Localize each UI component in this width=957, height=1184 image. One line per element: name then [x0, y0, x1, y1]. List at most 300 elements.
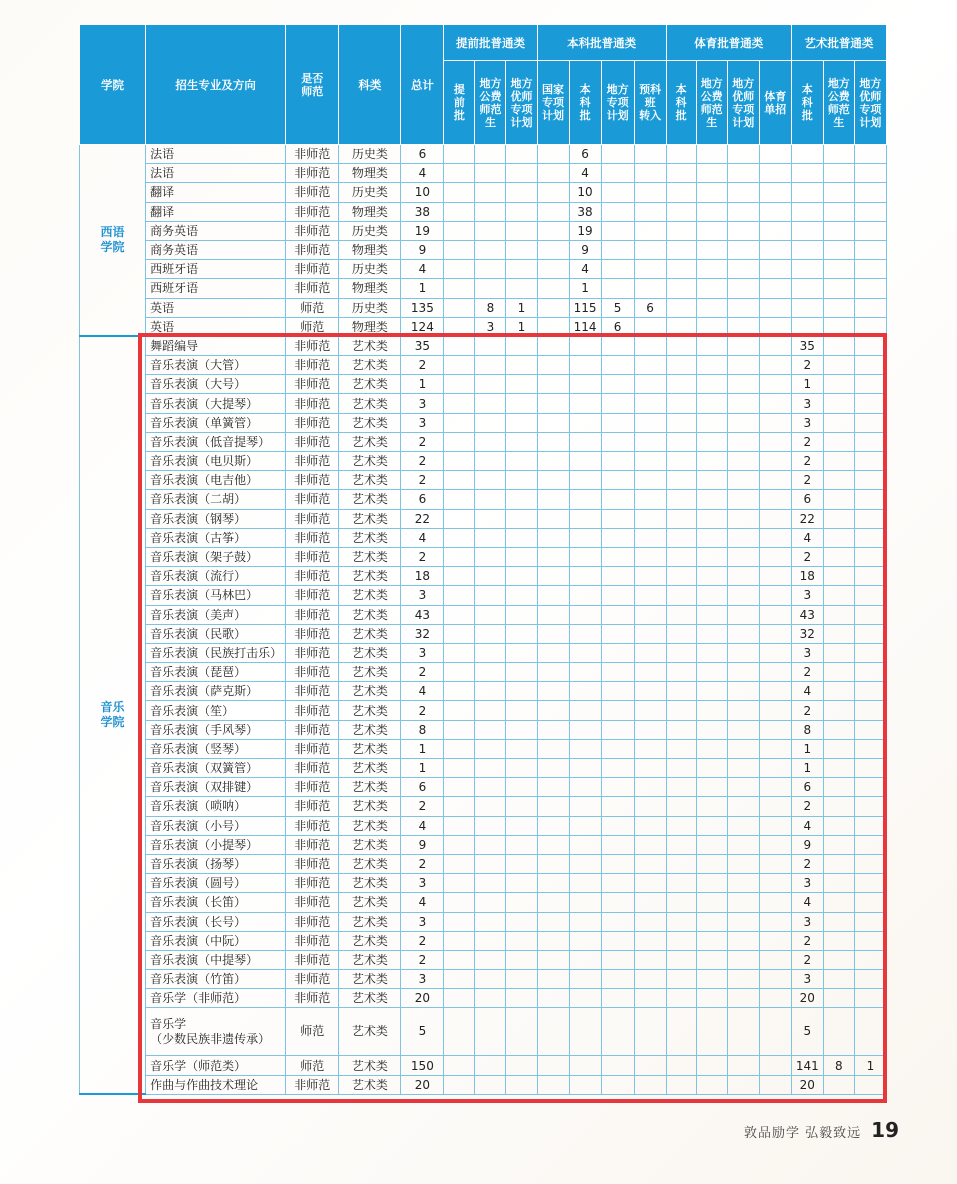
table-row	[80, 1008, 887, 1056]
quota-cell	[475, 854, 506, 873]
header-category: 科类	[339, 25, 401, 145]
quota-cell	[727, 471, 759, 490]
page-number: 19	[871, 1118, 899, 1142]
quota-cell	[696, 490, 727, 509]
quota-cell	[696, 317, 727, 336]
quota-cell	[854, 778, 886, 797]
quota-cell	[506, 279, 537, 298]
table-body	[80, 145, 887, 1095]
table-row	[80, 471, 887, 490]
quota-cell	[569, 950, 601, 969]
quota-cell	[601, 643, 634, 662]
quota-cell	[444, 874, 475, 893]
quota-cell	[727, 931, 759, 950]
major-cell: 音乐表演（二胡）	[146, 490, 286, 509]
major-cell: 音乐表演（单簧管）	[146, 413, 286, 432]
quota-cell	[823, 240, 854, 259]
category-cell: 艺术类	[339, 432, 401, 451]
quota-cell	[506, 375, 537, 394]
quota-cell	[475, 356, 506, 375]
quota-cell	[569, 893, 601, 912]
major-cell: 音乐表演（小号）	[146, 816, 286, 835]
table-row	[80, 356, 887, 375]
quota-cell	[727, 854, 759, 873]
quota-cell	[696, 970, 727, 989]
quota-cell	[634, 1075, 666, 1094]
quota-cell	[823, 279, 854, 298]
major-cell: 音乐表演（长笛）	[146, 893, 286, 912]
quota-cell	[854, 145, 886, 164]
category-cell: 艺术类	[339, 605, 401, 624]
quota-cell	[634, 356, 666, 375]
quota-cell	[569, 528, 601, 547]
quota-cell	[759, 739, 791, 758]
quota-cell	[727, 240, 759, 259]
header-sub-5: 地方 专项 计划	[601, 61, 634, 145]
category-cell: 艺术类	[339, 720, 401, 739]
quota-cell	[475, 586, 506, 605]
quota-cell	[696, 931, 727, 950]
normal-cell: 非师范	[286, 490, 339, 509]
quota-cell	[569, 682, 601, 701]
quota-cell	[854, 739, 886, 758]
quota-cell: 2	[791, 663, 823, 682]
quota-cell	[727, 183, 759, 202]
quota-cell	[506, 624, 537, 643]
quota-cell	[727, 509, 759, 528]
normal-cell: 非师范	[286, 260, 339, 279]
quota-cell	[634, 547, 666, 566]
quota-cell	[444, 240, 475, 259]
quota-cell	[537, 471, 569, 490]
quota-cell	[727, 1056, 759, 1075]
quota-cell	[569, 663, 601, 682]
major-cell: 音乐表演（流行）	[146, 567, 286, 586]
table-row	[80, 816, 887, 835]
quota-cell	[444, 624, 475, 643]
category-cell: 物理类	[339, 279, 401, 298]
quota-cell	[601, 1075, 634, 1094]
quota-cell	[696, 701, 727, 720]
category-cell: 艺术类	[339, 950, 401, 969]
quota-cell	[823, 567, 854, 586]
quota-cell	[634, 375, 666, 394]
quota-cell	[537, 893, 569, 912]
quota-cell	[444, 759, 475, 778]
quota-cell	[569, 854, 601, 873]
quota-cell	[727, 221, 759, 240]
quota-cell	[444, 643, 475, 662]
table-row	[80, 375, 887, 394]
quota-cell	[854, 375, 886, 394]
quota-cell	[475, 893, 506, 912]
quota-cell	[601, 279, 634, 298]
quota-cell	[666, 854, 696, 873]
table-row	[80, 950, 887, 969]
quota-cell	[666, 202, 696, 221]
quota-cell	[444, 797, 475, 816]
quota-cell	[569, 490, 601, 509]
quota-cell	[601, 835, 634, 854]
category-cell: 艺术类	[339, 759, 401, 778]
quota-cell	[601, 759, 634, 778]
quota-cell	[666, 336, 696, 355]
category-cell: 艺术类	[339, 1008, 401, 1056]
quota-cell	[506, 586, 537, 605]
quota-cell	[666, 624, 696, 643]
quota-cell	[666, 279, 696, 298]
quota-cell	[475, 279, 506, 298]
quota-cell	[475, 970, 506, 989]
quota-cell	[759, 720, 791, 739]
quota-cell	[601, 240, 634, 259]
total-cell: 22	[401, 509, 444, 528]
quota-cell	[634, 164, 666, 183]
quota-cell	[444, 471, 475, 490]
normal-cell: 师范	[286, 317, 339, 336]
quota-cell	[854, 605, 886, 624]
quota-cell: 22	[791, 509, 823, 528]
header-sub-6: 预科 班 转入	[634, 61, 666, 145]
quota-cell	[634, 759, 666, 778]
table-row	[80, 1075, 887, 1094]
table-row	[80, 854, 887, 873]
quota-cell	[444, 989, 475, 1008]
quota-cell: 3	[791, 643, 823, 662]
total-cell: 4	[401, 893, 444, 912]
quota-cell	[666, 260, 696, 279]
quota-cell	[727, 336, 759, 355]
quota-cell: 5	[601, 298, 634, 317]
major-cell: 音乐学 （少数民族非遗传承）	[146, 1008, 286, 1056]
quota-cell	[666, 1008, 696, 1056]
total-cell: 4	[401, 260, 444, 279]
quota-cell	[444, 490, 475, 509]
total-cell: 2	[401, 432, 444, 451]
quota-cell	[727, 528, 759, 547]
major-cell: 音乐表演（电贝斯）	[146, 452, 286, 471]
quota-cell	[759, 432, 791, 451]
major-cell: 法语	[146, 145, 286, 164]
category-cell: 艺术类	[339, 682, 401, 701]
quota-cell	[727, 778, 759, 797]
quota-cell	[506, 183, 537, 202]
college-name: 西语 学院	[80, 145, 146, 337]
quota-cell	[727, 260, 759, 279]
quota-cell	[696, 567, 727, 586]
quota-cell	[537, 663, 569, 682]
quota-cell	[601, 1008, 634, 1056]
quota-cell	[727, 893, 759, 912]
quota-cell	[506, 950, 537, 969]
quota-cell	[537, 1075, 569, 1094]
quota-cell: 2	[791, 950, 823, 969]
quota-cell	[537, 202, 569, 221]
normal-cell: 非师范	[286, 221, 339, 240]
quota-cell	[823, 452, 854, 471]
quota-cell	[854, 298, 886, 317]
quota-cell	[666, 970, 696, 989]
normal-cell: 非师范	[286, 816, 339, 835]
quota-cell	[506, 739, 537, 758]
major-cell: 音乐表演（美声）	[146, 605, 286, 624]
quota-cell	[823, 317, 854, 336]
quota-cell: 4	[791, 893, 823, 912]
quota-cell	[569, 1075, 601, 1094]
quota-cell: 4	[791, 816, 823, 835]
quota-cell	[666, 931, 696, 950]
quota-cell	[444, 701, 475, 720]
quota-cell	[601, 528, 634, 547]
total-cell: 3	[401, 413, 444, 432]
normal-cell: 非师范	[286, 452, 339, 471]
quota-cell: 4	[791, 682, 823, 701]
quota-cell	[696, 854, 727, 873]
quota-cell	[475, 720, 506, 739]
quota-cell	[666, 240, 696, 259]
category-cell: 艺术类	[339, 874, 401, 893]
table-row	[80, 240, 887, 259]
category-cell: 艺术类	[339, 778, 401, 797]
table-row	[80, 202, 887, 221]
quota-cell	[601, 950, 634, 969]
quota-cell	[727, 567, 759, 586]
quota-cell	[444, 452, 475, 471]
quota-cell	[666, 1056, 696, 1075]
quota-cell	[444, 183, 475, 202]
total-cell: 4	[401, 164, 444, 183]
quota-cell	[823, 471, 854, 490]
quota-cell	[601, 471, 634, 490]
quota-cell	[537, 989, 569, 1008]
quota-cell: 1	[854, 1056, 886, 1075]
quota-cell	[634, 471, 666, 490]
major-cell: 音乐表演（扬琴）	[146, 854, 286, 873]
quota-cell	[634, 452, 666, 471]
quota-cell	[727, 797, 759, 816]
table-row	[80, 720, 887, 739]
quota-cell	[823, 260, 854, 279]
total-cell: 1	[401, 375, 444, 394]
quota-cell	[666, 663, 696, 682]
quota-cell	[696, 874, 727, 893]
normal-cell: 非师范	[286, 240, 339, 259]
table-row	[80, 835, 887, 854]
quota-cell: 20	[791, 989, 823, 1008]
quota-cell	[666, 183, 696, 202]
quota-cell	[854, 528, 886, 547]
quota-cell	[696, 720, 727, 739]
quota-cell	[537, 912, 569, 931]
total-cell: 2	[401, 356, 444, 375]
quota-cell	[634, 509, 666, 528]
quota-cell	[666, 874, 696, 893]
quota-cell	[727, 605, 759, 624]
quota-cell	[727, 490, 759, 509]
quota-cell	[601, 567, 634, 586]
quota-cell	[506, 1075, 537, 1094]
quota-cell	[666, 950, 696, 969]
quota-cell	[666, 893, 696, 912]
quota-cell	[444, 567, 475, 586]
table-row	[80, 394, 887, 413]
category-cell: 艺术类	[339, 336, 401, 355]
table-row	[80, 701, 887, 720]
quota-cell	[759, 317, 791, 336]
quota-cell	[727, 663, 759, 682]
quota-cell	[601, 413, 634, 432]
quota-cell	[666, 164, 696, 183]
normal-cell: 非师范	[286, 164, 339, 183]
quota-cell	[506, 912, 537, 931]
table-row	[80, 317, 887, 336]
quota-cell	[634, 739, 666, 758]
major-cell: 音乐表演（民歌）	[146, 624, 286, 643]
quota-cell	[475, 567, 506, 586]
table-row	[80, 970, 887, 989]
quota-cell	[823, 624, 854, 643]
total-cell: 5	[401, 1008, 444, 1056]
total-cell: 9	[401, 240, 444, 259]
quota-cell	[634, 567, 666, 586]
quota-cell	[854, 336, 886, 355]
quota-cell	[823, 145, 854, 164]
major-cell: 音乐表演（中阮）	[146, 931, 286, 950]
header-normal: 是否 师范	[286, 25, 339, 145]
normal-cell: 非师范	[286, 567, 339, 586]
quota-cell	[759, 528, 791, 547]
quota-cell	[537, 432, 569, 451]
header-sub-3: 国家 专项 计划	[537, 61, 569, 145]
quota-cell	[537, 298, 569, 317]
quota-cell	[634, 432, 666, 451]
header-sub-7: 本 科 批	[666, 61, 696, 145]
quota-cell	[823, 663, 854, 682]
quota-cell	[854, 567, 886, 586]
quota-cell	[666, 145, 696, 164]
quota-cell: 8	[823, 1056, 854, 1075]
total-cell: 6	[401, 778, 444, 797]
header-group-arts: 艺术批普通类	[791, 25, 886, 61]
quota-cell	[666, 490, 696, 509]
quota-cell	[634, 778, 666, 797]
quota-cell	[791, 260, 823, 279]
header-sub-9: 地方 优师 专项 计划	[727, 61, 759, 145]
quota-cell	[601, 547, 634, 566]
quota-cell	[854, 183, 886, 202]
quota-cell	[759, 854, 791, 873]
quota-cell	[475, 624, 506, 643]
major-cell: 音乐表演（手风琴）	[146, 720, 286, 739]
quota-cell	[854, 260, 886, 279]
quota-cell: 1	[791, 759, 823, 778]
table-row	[80, 586, 887, 605]
table-row	[80, 279, 887, 298]
quota-cell	[727, 970, 759, 989]
quota-cell	[537, 260, 569, 279]
quota-cell	[727, 912, 759, 931]
header-sub-2: 地方 优师 专项 计划	[506, 61, 537, 145]
quota-cell	[444, 394, 475, 413]
normal-cell: 非师范	[286, 778, 339, 797]
quota-cell	[569, 471, 601, 490]
quota-cell	[854, 854, 886, 873]
quota-cell	[854, 586, 886, 605]
category-cell: 艺术类	[339, 663, 401, 682]
quota-cell	[601, 778, 634, 797]
quota-cell	[569, 797, 601, 816]
total-cell: 2	[401, 471, 444, 490]
category-cell: 艺术类	[339, 854, 401, 873]
table-row	[80, 624, 887, 643]
enrollment-table	[79, 24, 887, 1095]
header-total: 总计	[401, 25, 444, 145]
quota-cell	[696, 221, 727, 240]
normal-cell: 非师范	[286, 682, 339, 701]
category-cell: 艺术类	[339, 893, 401, 912]
major-cell: 音乐表演（低音提琴）	[146, 432, 286, 451]
category-cell: 艺术类	[339, 816, 401, 835]
major-cell: 音乐表演（长号）	[146, 912, 286, 931]
quota-cell	[854, 835, 886, 854]
quota-cell	[475, 240, 506, 259]
table-header	[80, 25, 887, 145]
quota-cell	[727, 1008, 759, 1056]
quota-cell	[506, 816, 537, 835]
quota-cell	[727, 759, 759, 778]
quota-cell	[475, 183, 506, 202]
quota-cell	[444, 221, 475, 240]
quota-cell	[444, 854, 475, 873]
quota-cell: 2	[791, 452, 823, 471]
category-cell: 历史类	[339, 183, 401, 202]
quota-cell	[444, 509, 475, 528]
quota-cell	[569, 720, 601, 739]
quota-cell	[601, 989, 634, 1008]
quota-cell	[854, 221, 886, 240]
quota-cell	[444, 931, 475, 950]
quota-cell	[634, 202, 666, 221]
quota-cell	[854, 394, 886, 413]
quota-cell	[537, 931, 569, 950]
quota-cell	[759, 356, 791, 375]
normal-cell: 非师范	[286, 432, 339, 451]
quota-cell	[506, 854, 537, 873]
quota-cell	[727, 816, 759, 835]
quota-cell	[727, 624, 759, 643]
quota-cell	[506, 778, 537, 797]
total-cell: 10	[401, 183, 444, 202]
quota-cell	[666, 778, 696, 797]
quota-cell	[475, 835, 506, 854]
quota-cell	[727, 720, 759, 739]
quota-cell	[444, 835, 475, 854]
quota-cell	[823, 432, 854, 451]
table-row	[80, 912, 887, 931]
quota-cell: 4	[569, 164, 601, 183]
total-cell: 1	[401, 279, 444, 298]
quota-cell	[759, 816, 791, 835]
quota-cell	[506, 970, 537, 989]
quota-cell	[634, 605, 666, 624]
quota-cell	[854, 1008, 886, 1056]
quota-cell	[537, 778, 569, 797]
quota-cell	[823, 202, 854, 221]
quota-cell	[601, 202, 634, 221]
quota-cell	[696, 509, 727, 528]
major-cell: 音乐表演（架子鼓）	[146, 547, 286, 566]
major-cell: 音乐表演（萨克斯）	[146, 682, 286, 701]
